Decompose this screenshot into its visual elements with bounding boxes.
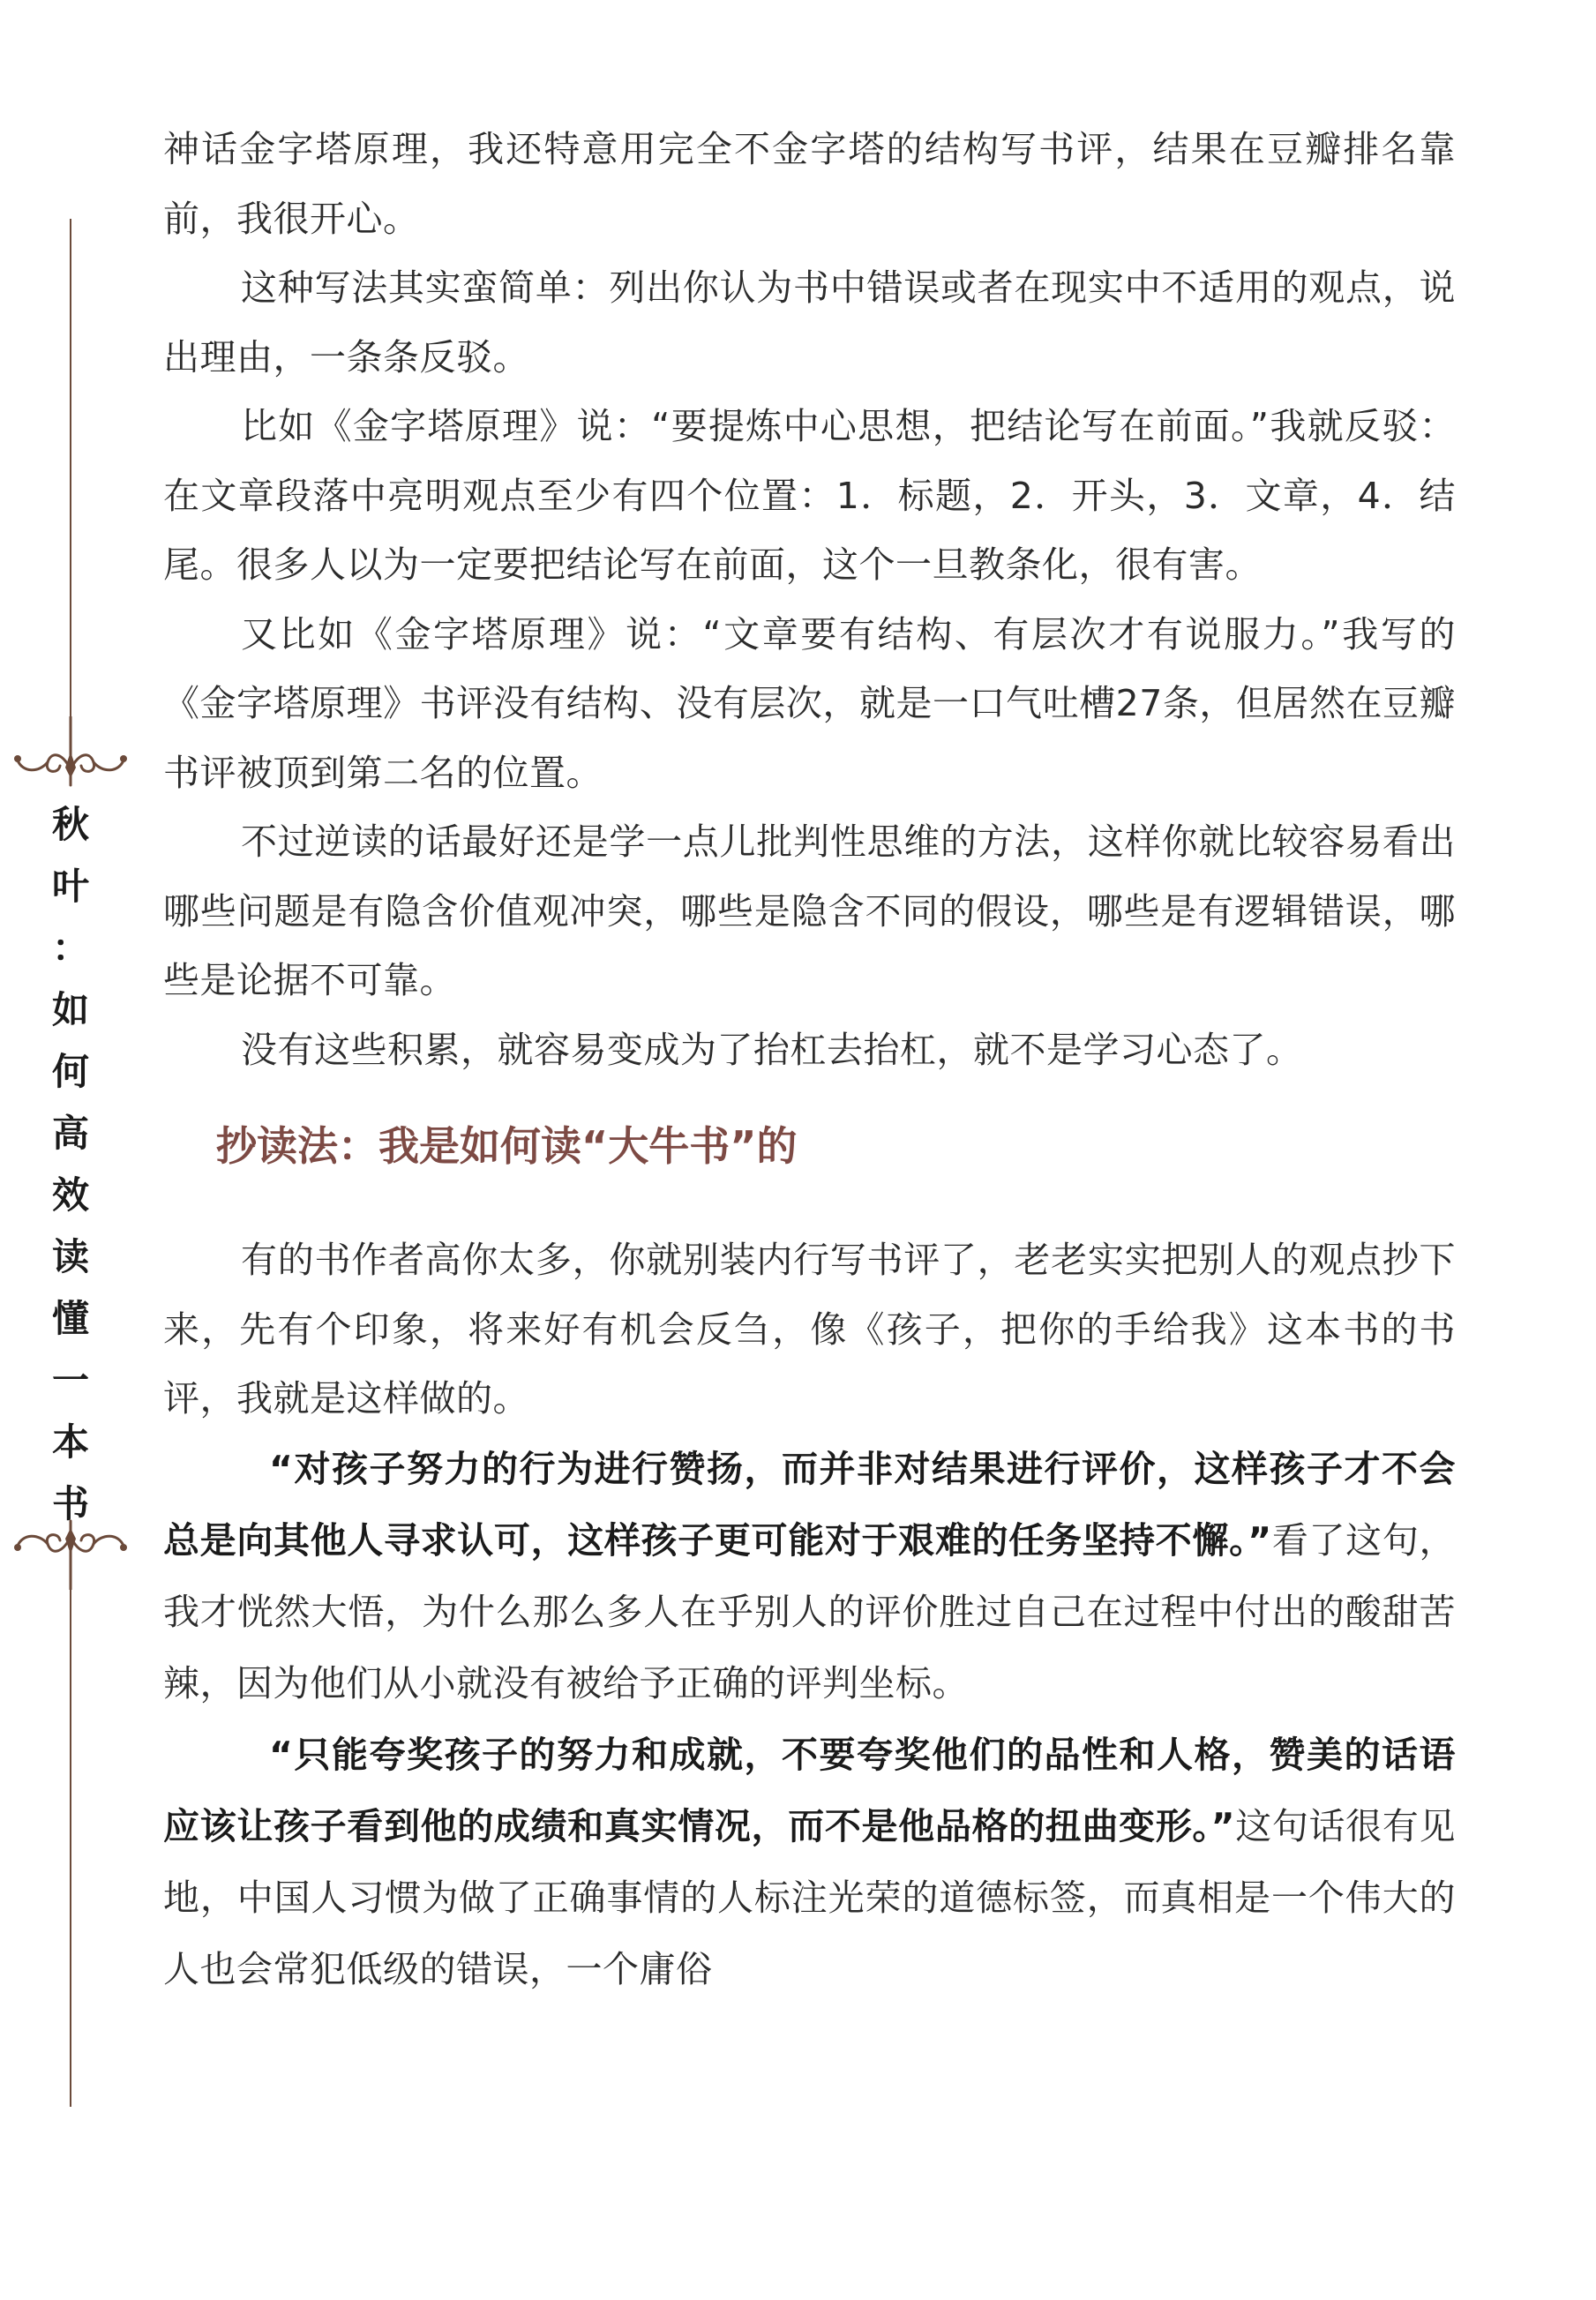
sidebar-title-char: 效 — [51, 1173, 89, 1217]
sidebar-title-char: 一 — [51, 1359, 89, 1402]
paragraph: 不过逆读的话最好还是学一点儿批判性思维的方法，这样你就比较容易看出哪些问题是有隐含价值观冲突，哪些是隐含不同的假设，哪些是有逻辑错误，哪些是论据不可靠。 — [163, 820, 1456, 1001]
paragraph: 有的书作者高你太多，你就别装内行写书评了，老老实实把别人的观点抄下来，先有个印象，将来好有机会反刍，像《孩子，把你的手给我》这本书的书评，我就是这样做的。 — [163, 1239, 1456, 1420]
quote-text: “对孩子努力的行为进行赞扬，而并非对结果进行评价，这样孩子才不会总是向其他人寻求认可，这样孩子更可能对于艰难的任务坚持不懈。” — [163, 1447, 1456, 1562]
sidebar-title-char: 如 — [51, 988, 89, 1031]
quote-paragraph — [163, 1434, 1456, 1719]
sidebar-title-char: 秋 — [51, 803, 89, 846]
scroll-ornament-top-icon — [12, 716, 127, 796]
paragraph: 比如《金字塔原理》说：“要提炼中心思想，把结论写在前面。”我就反驳：在文章段落中亮明观点至少有四个位置：1．标题，2．开头，3．文章，4．结尾。很多人以为一定要把结论写在前面，这个一旦教条化，很有害。 — [163, 405, 1456, 586]
scroll-ornament-bottom-icon — [12, 1510, 127, 1590]
quote-commentary: 这句话很有见地，中国人习惯为做了正确事情的人标注光荣的道德标签，而真相是一个伟大的人也会常犯低级的错误，一个庸俗 — [163, 1804, 1456, 1990]
paragraph: 神话金字塔原理，我还特意用完全不金字塔的结构写书评，结果在豆瓣排名靠前，我很开心。 — [163, 128, 1456, 240]
paragraph: 没有这些积累，就容易变成为了抬杠去抬杠，就不是学习心态了。 — [241, 1028, 1303, 1071]
sidebar-title-char: 读 — [51, 1235, 89, 1278]
paragraph: 这种写法其实蛮简单：列出你认为书中错误或者在现实中不适用的观点，说出理由，一条条反驳。 — [163, 266, 1456, 378]
sidebar-vertical-title — [44, 794, 97, 1535]
sidebar-divider-bottom — [70, 1586, 71, 2107]
quote-commentary: 看了这句，我才恍然大悟，为什么那么多人在乎别人的评价胜过自己在过程中付出的酸甜苦辣，因为他们从小就没有被给予正确的评判坐标。 — [163, 1518, 1456, 1704]
sidebar-title-char: 书 — [51, 1482, 89, 1525]
sidebar-title-char: 懂 — [51, 1297, 89, 1340]
sidebar-title-char: 何 — [51, 1050, 89, 1093]
section-heading: 抄读法：我是如何读“大牛书”的 — [216, 1122, 798, 1170]
sidebar-title-char: 本 — [51, 1420, 89, 1464]
article-body — [163, 115, 1456, 2005]
sidebar-title-char: 高 — [51, 1112, 89, 1155]
paragraph: 又比如《金字塔原理》说：“文章要有结构、有层次才有说服力。”我写的《金字塔原理》书评没有结构、没有层次，就是一口气吐槽27条，但居然在豆瓣书评被顶到第二名的位置。 — [163, 612, 1456, 794]
sidebar-divider-top — [70, 219, 71, 722]
quote-paragraph — [163, 1719, 1456, 2005]
sidebar-title-char: ： — [51, 926, 89, 970]
sidebar-title-char: 叶 — [51, 865, 89, 908]
quote-text: “只能夸奖孩子的努力和成就，不要夸奖他们的品性和人格，赞美的话语应该让孩子看到他的成绩和真实情况，而不是他品格的扭曲变形。” — [163, 1733, 1456, 1847]
